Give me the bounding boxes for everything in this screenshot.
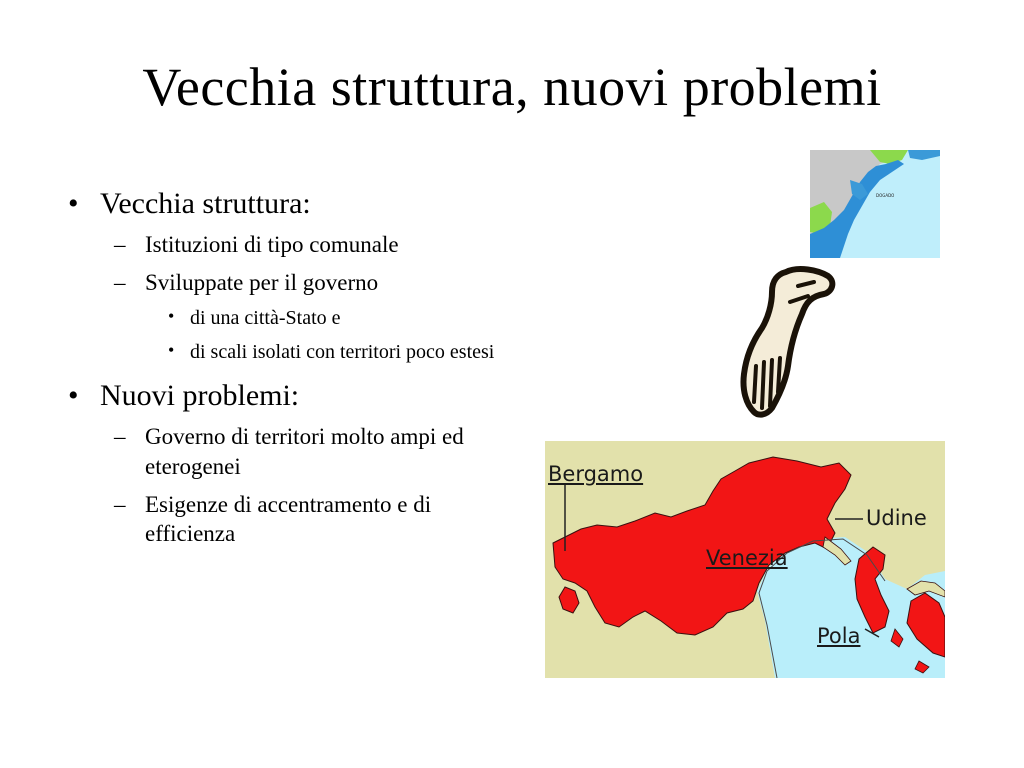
bullet-text: Vecchia struttura: (100, 187, 311, 220)
dash-marker: – (114, 232, 126, 257)
sub-sub-bullet-text: di scali isolati con territori poco estesi (190, 340, 495, 363)
map-label-udine: Udine (866, 506, 927, 530)
bullet-item (62, 186, 512, 222)
bullet-marker: • (168, 339, 175, 360)
sub-bullet-text: Governo di territori molto ampi ed eterogenei (145, 423, 464, 479)
dash-marker: – (114, 423, 126, 449)
pointing-hand-icon (732, 262, 844, 422)
sub-bullet-item (62, 230, 512, 260)
small-region-map-image (810, 150, 940, 258)
sub-bullet-text: Istituzioni di tipo comunale (145, 232, 399, 257)
bullet-text: Nuovi problemi: (100, 378, 300, 412)
bullet-list (62, 186, 512, 549)
sub-sub-bullet-text: di una città-Stato e (190, 306, 341, 329)
sub-bullet-item (62, 268, 512, 298)
sub-bullet-text: Esigenze di accentramento e di efficienza (145, 491, 432, 547)
dash-marker: – (114, 491, 126, 517)
sub-sub-bullet-item (62, 339, 512, 366)
sub-bullet-item (62, 490, 512, 550)
bullet-marker: • (68, 378, 79, 412)
bullet-marker: • (68, 187, 79, 220)
bullet-marker: • (168, 305, 175, 326)
dash-marker: – (114, 269, 126, 295)
sub-bullet-item (62, 422, 512, 482)
map-label-venezia: Venezia (706, 546, 788, 570)
map-label-pola: Pola (817, 624, 861, 648)
sub-bullet-text: Sviluppate per il governo (145, 269, 379, 295)
slide-title: Vecchia struttura, nuovi problemi (142, 57, 882, 117)
map-label-bergamo: Bergamo (548, 462, 644, 486)
bullet-item (62, 378, 512, 414)
small-map-label: DOGADO (876, 193, 895, 198)
sub-sub-bullet-item (62, 305, 512, 332)
